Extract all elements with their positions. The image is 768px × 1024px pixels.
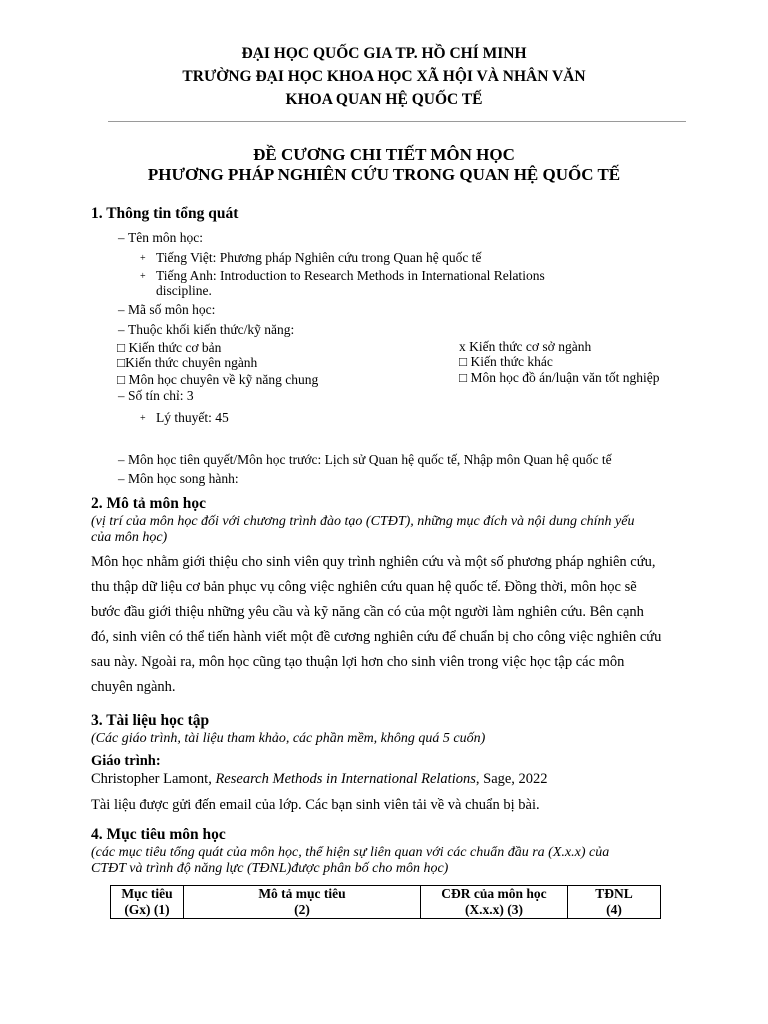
option-thesis-course[interactable]: □ Môn học đồ án/luận văn tốt nghiệp <box>459 370 660 385</box>
university-name: ĐẠI HỌC QUỐC GIA TP. HỒ CHÍ MINH <box>241 45 527 62</box>
section-4-note-line2: CTĐT và trình độ năng lực (TĐNL)được phân bố cho môn học) <box>91 861 449 876</box>
course-name-label: Tên môn học: <box>128 230 203 245</box>
section-2-heading: 2. Mô tả môn học <box>91 495 206 512</box>
vietnamese-name: Tiếng Việt: Phương pháp Nghiên cứu trong Quan hệ quốc tế <box>156 250 482 265</box>
english-name-row <box>140 268 545 284</box>
textbook-publisher: , Sage, 2022 <box>475 771 548 787</box>
section-4-heading: 4. Mục tiêu môn học <box>91 826 226 843</box>
header-line: (Gx) (1) <box>124 902 170 917</box>
section-1-heading: 1. Thông tin tổng quát <box>91 205 239 222</box>
dash-bullet: – <box>118 388 125 403</box>
section-2-note-line2: của môn học) <box>91 530 168 545</box>
course-goals-table <box>110 885 661 919</box>
learning-outcome-header <box>421 886 568 919</box>
section-4-note-line1: (các mục tiêu tổng quát của môn học, thể hiện sự liên quan với các chuẩn đầu ra (X.x.x) của <box>91 845 610 860</box>
vietnamese-name-row <box>140 250 481 266</box>
description-line: đó, sinh viên có thể tiến hành viết một đề cương nghiên cứu để chuẩn bị cho công việc nghiên cứu <box>91 629 662 645</box>
course-description <box>91 550 703 700</box>
textbook-citation <box>91 771 548 788</box>
course-code-row <box>118 302 215 318</box>
option-other-knowledge[interactable]: □ Kiến thức khác <box>459 354 553 369</box>
description-line: Môn học nhằm giới thiệu cho sinh viên quy trình nghiên cứu và một số phương pháp nghiên cứu, <box>91 554 656 570</box>
header-line: TĐNL <box>595 886 633 901</box>
prerequisite-row <box>118 452 612 468</box>
credits-row <box>118 388 194 404</box>
knowledge-block-row <box>118 322 294 338</box>
dash-bullet: – <box>118 471 125 486</box>
theory-label: Lý thuyết: 45 <box>156 410 229 425</box>
option-basic-knowledge[interactable]: □ Kiến thức cơ bản <box>117 340 222 355</box>
email-note: Tài liệu được gửi đến email của lớp. Các bạn sinh viên tải về và chuẩn bị bài. <box>91 797 540 813</box>
plus-bullet: + <box>140 271 146 282</box>
header-divider <box>108 121 686 122</box>
textbook-author: Christopher Lamont, <box>91 771 216 787</box>
dash-bullet: – <box>118 302 125 317</box>
header-line: Mục tiêu <box>121 886 173 901</box>
parallel-row <box>118 471 239 487</box>
table-header-row <box>111 886 661 919</box>
plus-bullet: + <box>140 253 146 264</box>
header-line: (X.x.x) (3) <box>464 902 524 917</box>
section-3-note: (Các giáo trình, tài liệu tham khảo, các phần mềm, không quá 5 cuốn) <box>91 731 486 746</box>
credits-label: Số tín chỉ: 3 <box>128 388 194 403</box>
competency-level-header <box>568 886 661 919</box>
description-line: sau này. Ngoài ra, môn học cũng tạo thuận lợi hơn cho sinh viên trong việc học tập các môn <box>91 654 625 670</box>
description-line: chuyên ngành. <box>91 679 176 695</box>
header-line: Mô tả mục tiêu <box>258 886 346 901</box>
description-line: thu thập dữ liệu cơ bản phục vụ công việc nghiên cứu quan hệ quốc tế. Đồng thời, môn học sẽ <box>91 579 637 595</box>
header-line: (2) <box>294 902 310 917</box>
dash-bullet: – <box>118 230 125 245</box>
section-2-note-line1: (vị trí của môn học đối với chương trình đào tạo (CTĐT), những mục đích và nội dung chính yếu <box>91 514 635 529</box>
dash-bullet: – <box>118 322 125 337</box>
parallel-label: Môn học song hành: <box>128 471 239 486</box>
header-line: (4) <box>606 902 622 917</box>
textbook-title: Research Methods in International Relations <box>215 771 476 787</box>
school-name: TRƯỜNG ĐẠI HỌC KHOA HỌC XÃ HỘI VÀ NHÂN VĂN <box>182 68 586 85</box>
document-title: ĐỀ CƯƠNG CHI TIẾT MÔN HỌC <box>253 145 515 164</box>
textbook-label: Giáo trình: <box>91 753 161 769</box>
option-specialized-knowledge[interactable]: □Kiến thức chuyên ngành <box>117 355 258 370</box>
theory-row <box>140 410 229 426</box>
prerequisite-text: Môn học tiên quyết/Môn học trước: Lịch sử Quan hệ quốc tế, Nhập môn Quan hệ quốc tế <box>128 452 612 467</box>
option-general-skills[interactable]: □ Môn học chuyên về kỹ năng chung <box>117 372 319 387</box>
english-name-line2: discipline. <box>156 283 212 298</box>
header-line: CĐR của môn học <box>441 886 547 901</box>
course-code-label: Mã số môn học: <box>128 302 216 317</box>
course-name-label-row <box>118 230 203 246</box>
knowledge-block-label: Thuộc khối kiến thức/kỹ năng: <box>128 322 295 337</box>
section-3-heading: 3. Tài liệu học tập <box>91 712 210 729</box>
faculty-name: KHOA QUAN HỆ QUỐC TẾ <box>285 91 483 108</box>
option-foundation-knowledge[interactable]: x Kiến thức cơ sở ngành <box>459 339 592 354</box>
course-title: PHƯƠNG PHÁP NGHIÊN CỨU TRONG QUAN HỆ QUỐC TẾ <box>147 165 621 184</box>
english-name-line1: Tiếng Anh: Introduction to Research Methods in International Relations <box>156 268 545 283</box>
goal-description-header <box>184 886 421 919</box>
dash-bullet: – <box>118 452 125 467</box>
description-line: bước đầu giới thiệu những yêu cầu và kỹ năng cần có của một người làm nghiên cứu. Bên cạnh <box>91 604 644 620</box>
goal-id-header <box>111 886 184 919</box>
plus-bullet: + <box>140 413 146 424</box>
